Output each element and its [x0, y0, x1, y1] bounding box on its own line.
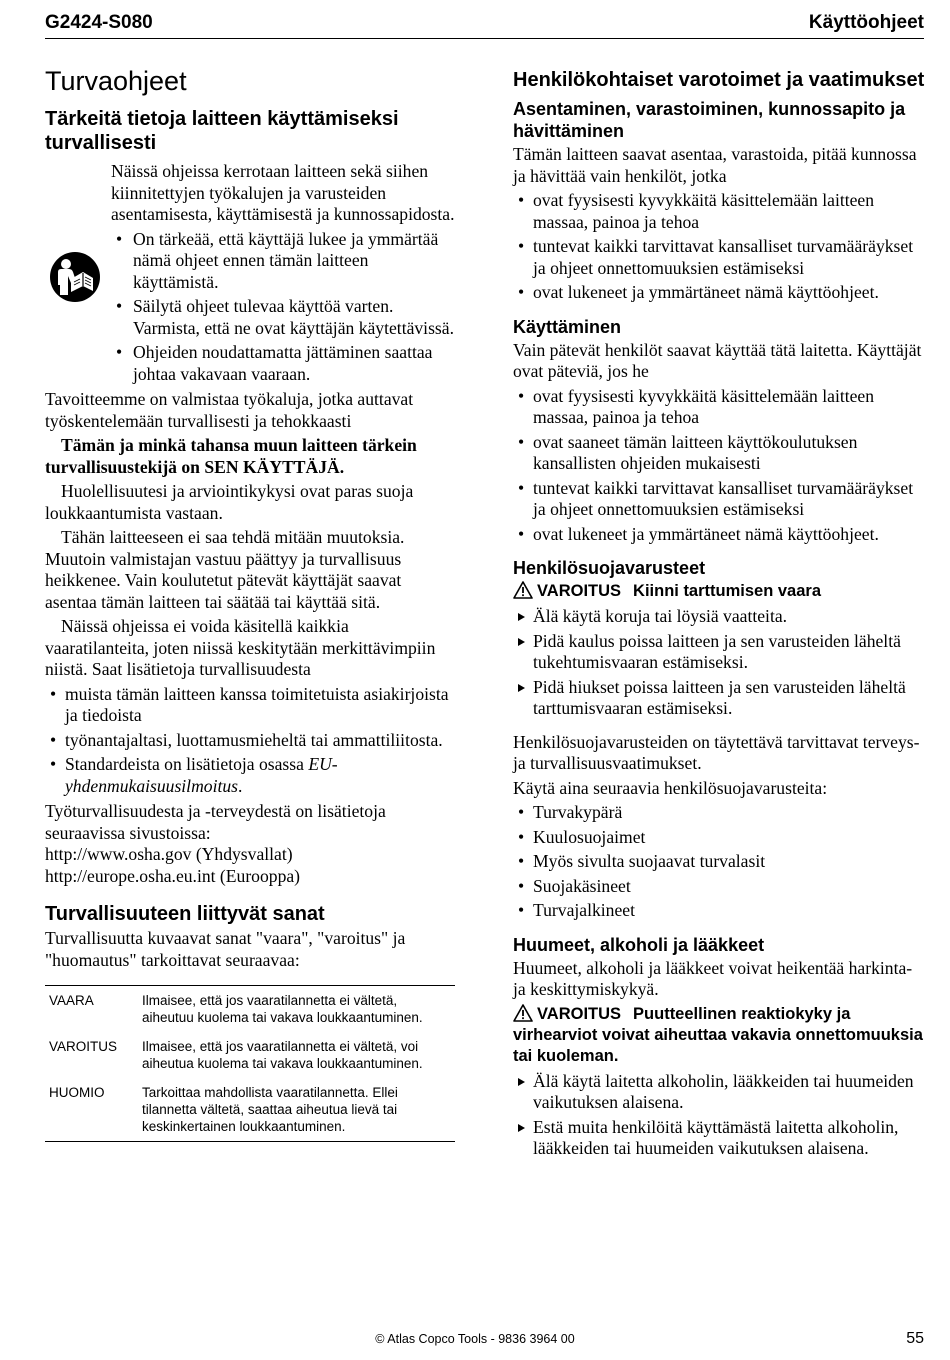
link-us[interactable]: http://www.osha.gov (Yhdysvallat): [45, 844, 293, 864]
list-item: • ovat lukeneet ja ymmärtäneet nämä käyttöohjeet.: [513, 282, 925, 304]
list-item: • ovat lukeneet ja ymmärtäneet nämä käyttöohjeet.: [513, 524, 925, 546]
table-row: [45, 1078, 455, 1142]
read-manual-icon: [49, 251, 101, 303]
list-item: [513, 606, 925, 628]
list-item: [513, 1117, 925, 1160]
list-item: • ovat fyysisesti kyvykkäitä käsittelemään laitteen massaa, painoa ja tehoa: [513, 190, 925, 233]
install-heading: Asentaminen, varastoiminen, kunnossapito ja hävittäminen: [513, 99, 906, 141]
ppe-action-list: [513, 606, 925, 720]
list-item: [513, 677, 925, 720]
drugs-text: Huumeet, alkoholi ja lääkkeet voivat heikentää harkinta- ja keskittymiskykyä.: [513, 957, 913, 999]
list-item: • Ohjeiden noudattamatta jättäminen saattaa johtaa vakavaan vaaraan.: [111, 342, 457, 385]
list-item: • On tärkeää, että käyttäjä lukee ja ymmärtää nämä ohjeet ennen tämän laitteen käyttämistä.: [111, 229, 457, 294]
warning-triangle-icon: [513, 581, 533, 599]
key-safety-note: Tämän ja minkä tahansa muun laitteen tärkein turvallisuustekijä on SEN KÄYTTÄJÄ.: [45, 435, 417, 477]
warning-label: VAROITUS: [537, 582, 622, 600]
right-column: [513, 60, 925, 1166]
term-cell: VAARA: [49, 993, 94, 1008]
read-manual-block: [45, 161, 457, 385]
definition-cell: Ilmaisee, että jos vaaratilannetta ei vältetä, voi aiheutua kuolema tai vakava loukkaantuminen.: [142, 1039, 423, 1071]
care-text: Huolellisuutesi ja arviointikykysi ovat paras suoja loukkaantumista vastaan.: [45, 481, 414, 523]
personal-precautions-heading: Henkilökohtaiset varotoimet ja vaatimukset: [513, 69, 925, 91]
modification-text: Tähän laitteeseen ei saa tehdä mitään muutoksia. Muutoin valmistajan vastuu päättyy ja turvallisuus heikkenee. Vain koulutetut pätevät käyttäjät saavat asentaa tämän laitteen tai säätää tai käyttää sitä.: [45, 527, 405, 612]
warning-title: Kiinni tarttumisen vaara: [633, 582, 822, 600]
list-item: • Kuulosuojaimet: [513, 827, 925, 849]
list-item: • Turvakypärä: [513, 802, 925, 824]
page-number: 55: [906, 1330, 924, 1347]
list-item: [513, 631, 925, 674]
ppe-always-text: Käytä aina seuraavia henkilösuojavarusteita:: [513, 777, 828, 798]
ppe-item-list: [513, 802, 925, 922]
ppe-warning: [513, 581, 925, 602]
ppe-requirements-text: Henkilösuojavarusteiden on täytettävä tarvittavat terveys- ja turvallisuusvaatimukset.: [513, 731, 920, 773]
arrow-icon: [518, 1124, 525, 1132]
left-column: [45, 60, 457, 1142]
standards-prefix: Standardeista on lisätietoja osassa: [65, 754, 309, 774]
link-eu[interactable]: http://europe.osha.eu.int (Eurooppa): [45, 865, 301, 886]
list-item: • ovat saaneet tämän laitteen käyttökoulutuksen kansallisten ohjeiden mukaisesti: [513, 432, 925, 475]
operation-bullet-list: [513, 386, 925, 546]
action-text: Pidä hiukset poissa laitteen ja sen varusteiden läheltä tarttumisvaaran estämiseksi.: [533, 676, 906, 718]
copyright-text: © Atlas Copco Tools - 9836 3964 00: [375, 1332, 575, 1346]
install-text: Tämän laitteen saavat asentaa, varastoida, pitää kunnossa ja hävittää vain henkilöt, jotka: [513, 144, 917, 186]
term-cell: HUOMIO: [49, 1085, 105, 1100]
section-title: Käyttöohjeet: [808, 12, 924, 33]
document-id: G2424-S080: [45, 12, 153, 33]
install-bullet-list: [513, 190, 925, 304]
ppe-heading: Henkilösuojavarusteet: [513, 558, 706, 578]
standards-suffix: .: [238, 775, 243, 796]
arrow-icon: [518, 638, 525, 646]
arrow-icon: [518, 1078, 525, 1086]
occupational-text: Työturvallisuudesta ja -terveydestä on lisätietoja seuraavissa sivustoissa:: [45, 801, 386, 843]
arrow-icon: [518, 684, 525, 692]
standards-reference: EU-yhdenmukaisuusilmoitus: [65, 754, 338, 796]
action-text: Älä käytä koruja tai löysiä vaatteita.: [533, 606, 788, 626]
warning-triangle-icon: [513, 1004, 533, 1022]
warning-title: Puutteellinen reaktiokyky ja virhearviot voivat aiheuttaa vakavia onnettomuuksia tai kuoleman.: [513, 1004, 923, 1065]
signal-words-table: [45, 985, 455, 1142]
definition-cell: Tarkoittaa mahdollista vaaratilannetta. Ellei tilannetta vältetä, saattaa aiheutua lievä tai keskinkertainen loukkaantuminen.: [142, 1085, 398, 1134]
warning-label: VAROITUS: [537, 1004, 622, 1023]
arrow-icon: [518, 613, 525, 621]
signal-words-heading: Turvallisuuteen liittyvät sanat: [45, 903, 325, 925]
list-item: • tuntevat kaikki tarvittavat kansalliset turvamääräykset ja ohjeet onnettomuuksien estämiseksi: [513, 236, 925, 279]
intro-text: Näissä ohjeissa kerrotaan laitteen sekä siihen kiinnitettyjen työkalujen ja varusteiden asentamisesta, käyttämisestä ja kunnossapidosta.: [111, 161, 455, 224]
list-item: [513, 1071, 925, 1114]
list-item: [45, 754, 457, 797]
drugs-warning: [513, 1004, 925, 1067]
operation-text: Vain pätevät henkilöt saavat käyttää tätä laitetta. Käyttäjät ovat päteviä, jos he: [513, 339, 922, 381]
definition-cell: Ilmaisee, että jos vaaratilannetta ei vältetä, aiheutuu kuolema tai vakava loukkaantuminen.: [142, 993, 423, 1025]
list-item: • Suojakäsineet: [513, 876, 925, 898]
goal-text: Tavoitteemme on valmistaa työkaluja, jotka auttavat työskentelemään turvallisesti ja tehokkaasti: [45, 389, 414, 431]
intro-bullet-list: [111, 229, 457, 386]
table-row: [45, 1032, 455, 1078]
action-text: Estä muita henkilöitä käyttämästä laitetta alkoholin, lääkkeiden tai huumeiden vaikutuksen alaisena.: [533, 1116, 899, 1158]
list-item: • tuntevat kaikki tarvittavat kansalliset turvamääräykset ja ohjeet onnettomuuksien estämiseksi: [513, 478, 925, 521]
table-row: [45, 986, 455, 1033]
list-item: • ovat fyysisesti kyvykkäitä käsittelemään laitteen massaa, painoa ja tehoa: [513, 386, 925, 429]
more-info-list: [45, 684, 457, 798]
page-title: Turvaohjeet: [45, 66, 187, 96]
operation-heading: Käyttäminen: [513, 316, 622, 337]
list-item: • Turvajalkineet: [513, 900, 925, 922]
list-item: • työnantajaltasi, luottamusmieheltä tai ammattiliitosta.: [45, 730, 457, 752]
list-item: • muista tämän laitteen kanssa toimitetuista asiakirjoista ja tiedoista: [45, 684, 457, 727]
situations-text: Näissä ohjeissa ei voida käsitellä kaikkia vaaratilanteita, joten niissä keskitytään merkittävimpiin niistä. Saat lisätietoja turvallisuudesta: [45, 616, 436, 679]
drugs-heading: Huumeet, alkoholi ja lääkkeet: [513, 934, 765, 955]
important-info-heading: Tärkeitä tietoja laitteen käyttämiseksi turvallisesti: [45, 108, 399, 154]
term-cell: VAROITUS: [49, 1039, 118, 1054]
list-item: • Myös sivulta suojaavat turvalasit: [513, 851, 925, 873]
signal-words-intro: Turvallisuutta kuvaavat sanat "vaara", "varoitus" ja "huomautus" tarkoittavat seuraavaa:: [45, 928, 406, 970]
page-header: [45, 10, 924, 39]
action-text: Älä käytä laitetta alkoholin, lääkkeiden tai huumeiden vaikutuksen alaisena.: [533, 1070, 914, 1112]
action-text: Pidä kaulus poissa laitteen ja sen varusteiden läheltä tukehtumisvaaran estämiseksi.: [533, 630, 901, 672]
drugs-action-list: [513, 1071, 925, 1160]
list-item: • Säilytä ohjeet tulevaa käyttöä varten. Varmista, että ne ovat käyttäjän käytettävissä.: [111, 296, 457, 339]
